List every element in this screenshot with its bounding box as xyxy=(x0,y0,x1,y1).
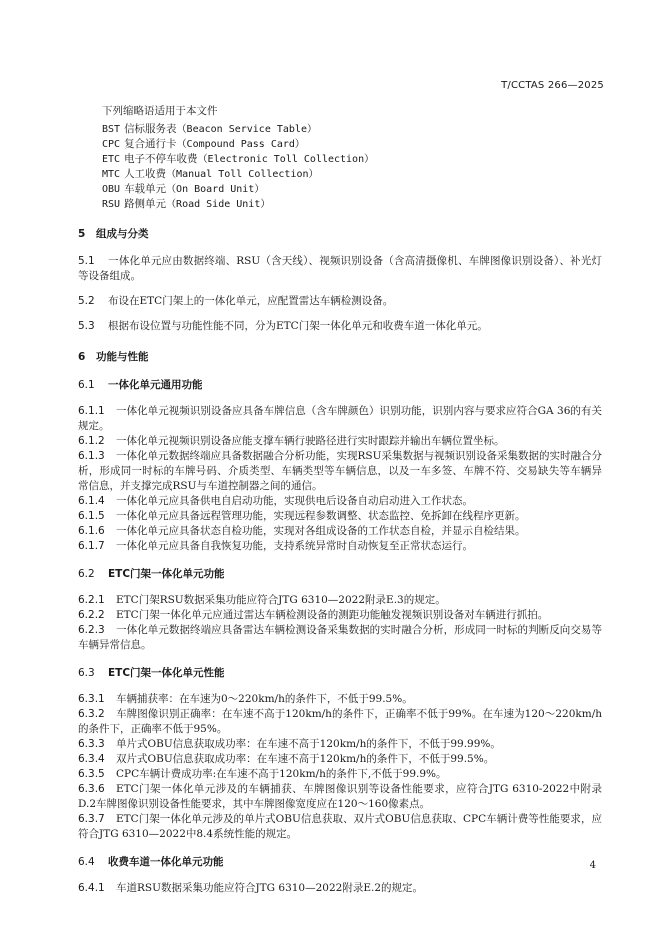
section-6-2-heading: 6.2 ETC门架一体化单元功能 xyxy=(78,568,225,580)
abbreviation-item: MTC 人工收费（Manual Toll Collection） xyxy=(102,168,319,180)
clause-6-3-1: 6.3.1 车辆捕获率：在车速为0～220km/h的条件下，不低于99.5%。 xyxy=(78,693,413,705)
clause-6-4-1: 6.4.1 车道RSU数据采集功能应符合JTG 6310—2022附录E.2的规定。 xyxy=(78,882,424,894)
clause-6-3-6: 6.3.6 ETC门架一体化单元涉及的车辆捕获、车牌图像识别等设备性能要求，应符合JTG 6310-2022中附录D.2车牌图像识别设备性能要求，其中车牌图像宽度应在120～160像素点。 xyxy=(78,783,602,810)
clause-5-2: 5.2 布设在ETC门架上的一体化单元，应配置雷达车辆检测设备。 xyxy=(78,295,394,307)
section-6-4-heading: 6.4 收费车道一体化单元功能 xyxy=(78,856,224,868)
abbreviation-item: ETC 电子不停车收费（Electronic Toll Collection） xyxy=(102,153,375,165)
section-6-1-heading: 6.1 一体化单元通用功能 xyxy=(78,379,203,391)
clause-6-1-1: 6.1.1 一体化单元视频识别设备应具备车牌信息（含车牌颜色）识别功能，识别内容与要求应符合GA 36的有关规定。 xyxy=(78,405,602,432)
clause-6-2-1: 6.2.1 ETC门架RSU数据采集功能应符合JTG 6310—2022附录E.3的规定。 xyxy=(78,594,446,606)
clause-6-2-2: 6.2.2 ETC门架一体化单元应通过雷达车辆检测设备的测距功能触发视频识别设备对车辆进行抓拍。 xyxy=(78,609,549,621)
abbreviation-item: CPC 复合通行卡（Compound Pass Card） xyxy=(102,138,305,150)
clause-6-1-5: 6.1.5 一体化单元应具备远程管理功能，实现远程参数调整、状态监控、免拆卸在线程序更新。 xyxy=(78,510,526,522)
clause-6-3-2: 6.3.2 车牌图像识别正确率：在车速不高于120km/h的条件下，正确率不低于99%。在车速为120～220km/h的条件下，正确率不低于95%。 xyxy=(78,708,602,735)
abbreviation-item: RSU 路侧单元（Road Side Unit） xyxy=(102,198,271,210)
clause-6-1-7: 6.1.7 一体化单元应具备自我恢复功能，支持系统异常时自动恢复至正常状态运行。 xyxy=(78,540,473,552)
abbreviation-item: BST 信标服务表（Beacon Service Table） xyxy=(102,123,317,135)
abbreviations-intro: 下列缩略语适用于本文件 xyxy=(102,105,218,117)
clause-6-1-2: 6.1.2 一体化单元视频识别设备应能支撑车辆行驶路径进行实时跟踪并输出车辆位置坐标。 xyxy=(78,435,505,447)
section-6-3-heading: 6.3 ETC门架一体化单元性能 xyxy=(78,667,225,679)
document-body xyxy=(78,104,602,896)
clause-6-1-4: 6.1.4 一体化单元应具备供电自启动功能，实现供电后设备自动启动进入工作状态。 xyxy=(78,495,473,507)
document-code: T/CCTAS 266—2025 xyxy=(501,80,604,91)
clause-6-2-3: 6.2.3 一体化单元数据终端应具备雷达车辆检测设备采集数据的实时融合分析，形成同一时标的判断反向交易等车辆异常信息。 xyxy=(78,624,602,651)
clause-6-3-3: 6.3.3 单片式OBU信息获取成功率：在车速不高于120km/h的条件下，不低于99.99%。 xyxy=(78,738,501,750)
page-number: 4 xyxy=(589,860,596,871)
clause-6-1-3: 6.1.3 一体化单元数据终端应具备数据融合分析功能，实现RSU采集数据与视频识别设备采集数据的实时融合分析，形成同一时标的车牌号码、介质类型、车辆类型等车辆信息，以及一车多签、车牌不符、交易缺失等车辆异常信息，并支撑完成RSU与车道控制器之间的通信。 xyxy=(78,450,602,492)
clause-6-1-6: 6.1.6 一体化单元应具备状态自检功能，实现对各组成设备的工作状态自检，并显示自检结果。 xyxy=(78,525,526,537)
chapter-6-heading: 6 功能与性能 xyxy=(78,351,149,363)
chapter-5-heading: 5 组成与分类 xyxy=(78,228,149,240)
clause-6-3-7: 6.3.7 ETC门架一体化单元涉及的单片式OBU信息获取、双片式OBU信息获取、CPC车辆计费等性能要求，应符合JTG 6310—2022中8.4系统性能的规定。 xyxy=(78,813,602,840)
clause-5-1: 5.1 一体化单元应由数据终端、RSU（含天线）、视频识别设备（含高清摄像机、车牌图像识别设备）、补光灯等设备组成。 xyxy=(78,255,602,282)
abbreviation-item: OBU 车载单元（On Board Unit） xyxy=(102,183,265,195)
clause-6-3-4: 6.3.4 双片式OBU信息获取成功率：在车速不高于120km/h的条件下，不低于99.5%。 xyxy=(78,753,495,765)
clause-6-3-5: 6.3.5 CPC车辆计费成功率:在车速不高于120km/h的条件下,不低于99.9%。 xyxy=(78,768,447,780)
clause-5-3: 5.3 根据布设位置与功能性能不同，分为ETC门架一体化单元和收费车道一体化单元。 xyxy=(78,320,488,332)
